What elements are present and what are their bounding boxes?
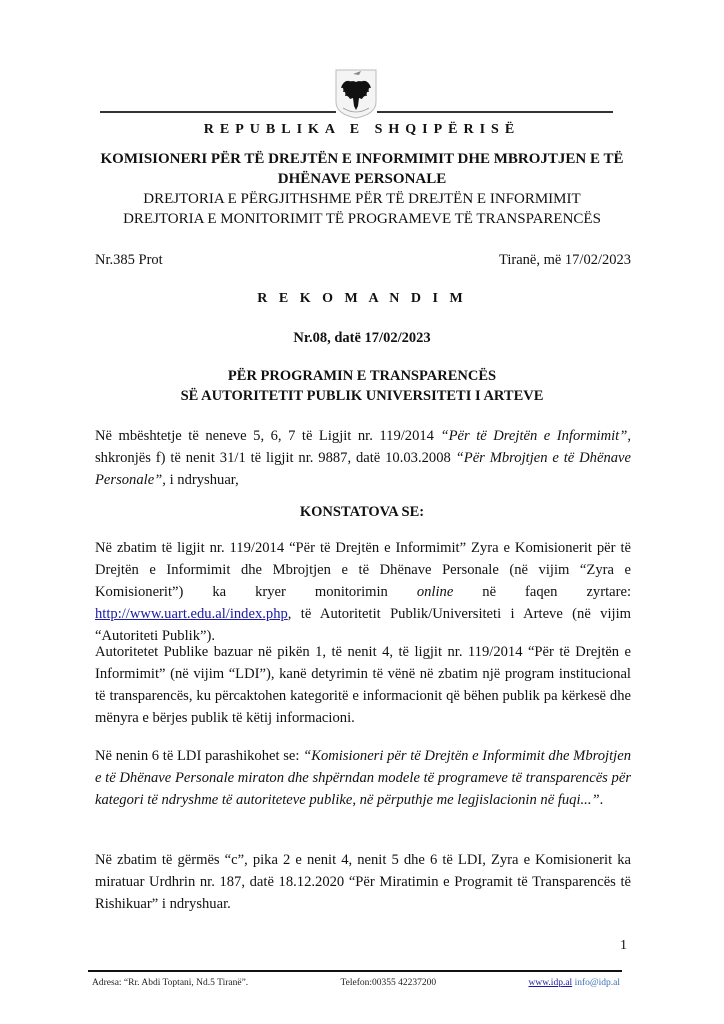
footer (92, 978, 620, 988)
institution-name-line1: KOMISIONERI PËR TË DREJTËN E INFORMIMIT DHE MBROJTJEN E TË (100, 151, 624, 167)
page-number: 1 (620, 938, 627, 953)
paragraph-text: , të Autoritetit Publik/Universiteti i Arteve (në vijim “Autoriteti Publik”). (95, 606, 631, 644)
law-title-italic: “Për Mbrojtjen e të Dhënave Personale” (95, 450, 631, 488)
header-divider-right (377, 111, 613, 113)
footer-website-link[interactable]: www.idp.al (528, 978, 573, 988)
finding-paragraph-2: Autoritetet Publike bazuar në pikën 1, të nenit 4, të ligjit nr. 119/2014 “Për të Drejtën e Informimit” (në vijim “LDI”), kanë detyrimin të vënë në zbatim një program institucional të transparencës, ku përcaktohen kategoritë e informacionit që bëhen publik pa kërkesë dhe mënyra e bërjes publik të këtij informacioni. (95, 644, 631, 726)
place-date: Tiranë, më 17/02/2023 (499, 252, 631, 268)
finding-paragraph-1 (95, 537, 631, 647)
subject-line2: SË AUTORITETIT PUBLIK UNIVERSITETI I ARTEVE (180, 388, 544, 404)
paragraph-text: Në zbatim të ligjit nr. 119/2014 “Për të Drejtën e Informimit” Zyra e Komisionerit për të Drejtën e Informimit dhe Mbrojtjen e të Dhënave Personale (në vijim “Zyra e Komisionerit”) ka kryer monitorimin (95, 540, 631, 600)
footer-phone: Telefon:00355 42237200 (340, 978, 437, 988)
document-number: Nr.08, datë 17/02/2023 (293, 330, 431, 346)
document-type-title: R E K O M A N D I M (257, 291, 467, 306)
document-subject (0, 366, 724, 406)
law-title-italic: “Për të Drejtën e Informimit” (440, 428, 628, 444)
protocol-number: Nr.385 Prot (95, 252, 163, 268)
directorate-monitoring: DREJTORIA E MONITORIMIT TË PROGRAMEVE TË TRANSPARENCËS (123, 211, 601, 227)
university-website-link[interactable]: http://www.uart.edu.al/index.php (95, 606, 288, 622)
paragraph-text: . (599, 792, 604, 808)
republic-heading: REPUBLIKA E SHQIPËRISË (203, 122, 521, 137)
intro-text: Në mbështetje të neneve 5, 6, 7 të Ligjit nr. 119/2014 (95, 428, 441, 444)
header-divider-left (100, 111, 336, 113)
subject-line1: PËR PROGRAMIN E TRANSPARENCËS (227, 368, 497, 384)
finding-paragraph-3 (95, 745, 631, 811)
italic-text: online (416, 584, 454, 600)
quoted-italic-text: “Komisioneri për të Drejtën e Informimit dhe Mbrojtjen e të Dhënave Personale miraton dhe shpërndan modele të programeve të transparencës për kategori të ndryshme të autoriteteve publike, në përputhje me legjislacionin në fuqi...” (95, 748, 631, 808)
reference-row (95, 252, 631, 269)
directorate-general: DREJTORIA E PËRGJITHSHME PËR TË DREJTËN E INFORMIMIT (143, 191, 581, 207)
intro-text: , i ndryshuar, (162, 472, 239, 488)
footer-email[interactable]: info@idp.al (574, 978, 620, 988)
findings-heading: KONSTATOVA SE: (299, 504, 425, 520)
institution-name-line2: DHËNAVE PERSONALE (277, 171, 447, 187)
paragraph-text: Në nenin 6 të LDI parashikohet se: (95, 748, 304, 764)
footer-address: Adresa: “Rr. Abdi Toptani, Nd.5 Tiranë”. (92, 978, 249, 988)
footer-divider (88, 970, 622, 972)
intro-text: , shkronjës f) të nenit 31/1 të ligjit nr. 9887, datë 10.03.2008 (95, 428, 631, 466)
paragraph-text: në faqen zyrtare: (453, 584, 632, 600)
albanian-eagle-emblem-icon (333, 68, 379, 120)
finding-paragraph-4: Në zbatim të gërmës “c”, pika 2 e nenit 4, nenit 5 dhe 6 të LDI, Zyra e Komisionerit ka miratuar Urdhrin nr. 187, datë 18.12.2020 “Për Miratimin e Programit të Transparencës të Rishikuar” i ndryshuar. (95, 852, 631, 912)
institution-block (90, 149, 634, 229)
legal-basis-paragraph (95, 425, 631, 491)
footer-contacts (528, 978, 620, 988)
